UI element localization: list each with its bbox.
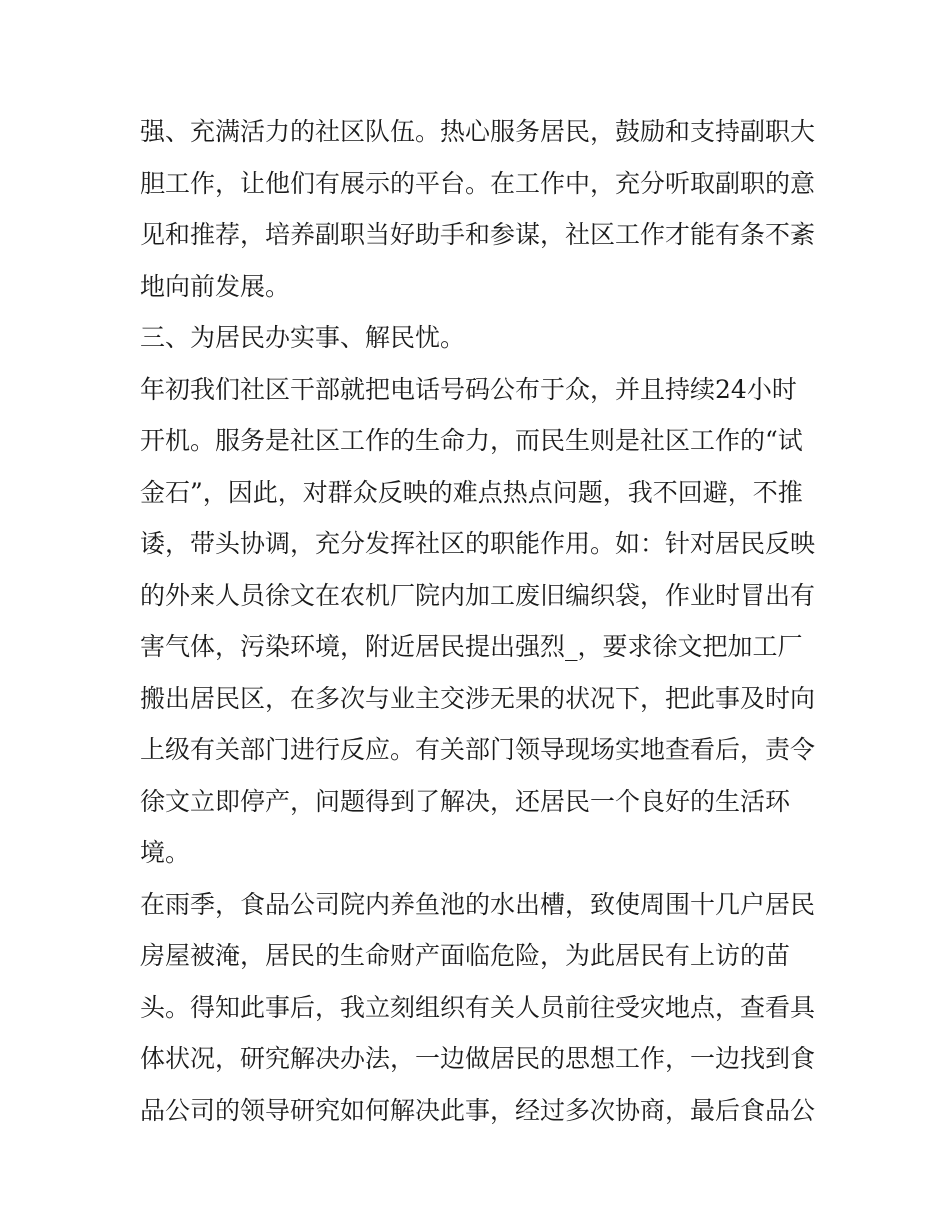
text-line: 开机。服务是社区工作的生命力，而民生则是社区工作的“试 [140,426,803,455]
text-line: 头。得知此事后，我立刻组织有关人员前往受灾地点，查看具 [140,992,816,1022]
text-line: 年初我们社区干部就把电话号码公布于众，并且持续24小时 [140,374,797,404]
text-line: 房屋被淹，居民的生命财产面临危险，为此居民有上访的苗 [140,941,791,970]
body-text [140,106,820,1136]
text-line: 品公司的领导研究如何解决此事，经过多次协商，最后食品公 [140,1095,816,1125]
text-line: 诿，带头协调，充分发挥社区的职能作用。如：针对居民反映 [140,529,816,558]
text-line: 在雨季，食品公司院内养鱼池的水出槽，致使周围十几户居民 [140,889,816,919]
text-line: 的外来人员徐文在农机厂院内加工废旧编织袋，作业时冒出有 [140,580,816,610]
text-line: 体状况，研究解决办法，一边做居民的思想工作，一边找到食 [140,1044,816,1073]
text-line: 地向前发展。 [140,271,291,301]
text-line: 强、充满活力的社区队伍。热心服务居民，鼓励和支持副职大 [140,117,816,146]
text-line: 搬出居民区，在多次与业主交涉无果的状况下，把此事及时向 [140,683,816,713]
text-line: 害气体，污染环境，附近居民提出强烈_，要求徐文把加工厂 [140,632,803,661]
text-line: 徐文立即停产，问题得到了解决，还居民一个良好的生活环 [140,786,791,816]
text-line: 境。 [140,838,191,867]
text-line: 胆工作，让他们有展示的平台。在工作中，充分听取副职的意 [140,168,816,198]
text-line: 上级有关部门进行反应。有关部门领导现场实地查看后，责令 [140,735,816,764]
section-heading: 三、为居民办实事、解民忧。 [140,323,466,352]
text-line: 见和推荐，培养副职当好助手和参谋，社区工作才能有条不紊 [140,220,816,249]
text-line: 金石”，因此，对群众反映的难点热点问题，我不回避，不推 [140,477,803,507]
